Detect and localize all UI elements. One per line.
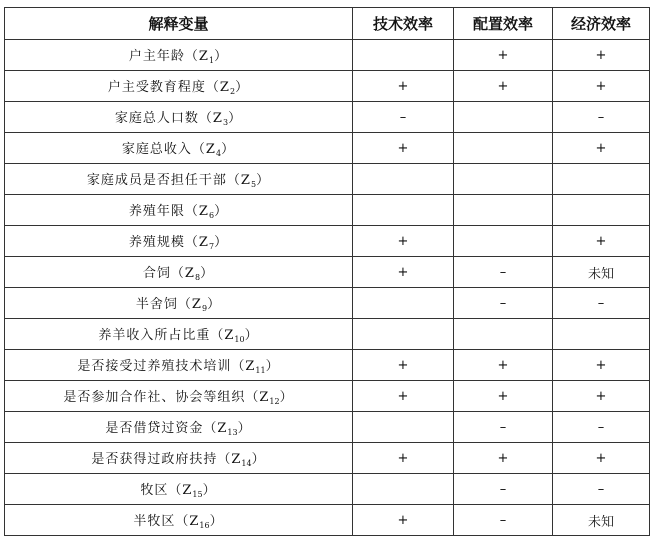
- variable-subscript: 1: [208, 56, 215, 65]
- variable-cell: [5, 195, 353, 226]
- variable-cell: [5, 102, 353, 133]
- variable-close-paren: ）: [251, 452, 266, 467]
- table-row: [5, 474, 650, 505]
- table-row: [5, 412, 650, 443]
- allocative-efficiency-cell: +: [454, 381, 553, 412]
- variable-label: 是否借贷过资金（Z: [105, 421, 228, 436]
- variable-cell: [5, 71, 353, 102]
- technical-efficiency-cell: +: [353, 505, 454, 536]
- variable-subscript: 12: [269, 397, 280, 406]
- allocative-efficiency-cell: +: [454, 350, 553, 381]
- variable-label: 家庭成员是否担任干部（Z: [86, 173, 251, 188]
- variable-subscript: 2: [229, 87, 236, 96]
- table-header: [5, 8, 650, 40]
- variable-label: 家庭总人口数（Z: [114, 111, 223, 126]
- variable-subscript: 8: [194, 273, 201, 282]
- technical-efficiency-cell: +: [353, 381, 454, 412]
- variable-label: 养羊收入所占比重（Z: [98, 328, 235, 343]
- economic-efficiency-cell: –: [553, 102, 650, 133]
- variable-subscript: 3: [222, 118, 229, 127]
- variable-subscript: 5: [250, 180, 257, 189]
- variable-label: 养殖年限（Z: [128, 204, 209, 219]
- variable-subscript: 9: [201, 304, 208, 313]
- variable-cell: [5, 381, 353, 412]
- variable-cell: [5, 412, 353, 443]
- economic-efficiency-cell: [553, 164, 650, 195]
- variable-label: 户主受教育程度（Z: [107, 80, 230, 95]
- technical-efficiency-cell: [353, 319, 454, 350]
- variable-label: 半牧区（Z: [133, 514, 200, 529]
- allocative-efficiency-cell: +: [454, 40, 553, 71]
- technical-efficiency-cell: +: [353, 443, 454, 474]
- variable-subscript: 16: [199, 521, 210, 530]
- allocative-efficiency-cell: –: [454, 257, 553, 288]
- variable-cell: [5, 443, 353, 474]
- variable-close-paren: ）: [265, 359, 280, 374]
- variable-subscript: 4: [215, 149, 222, 158]
- economic-efficiency-cell: 未知: [553, 257, 650, 288]
- variable-label: 户主年龄（Z: [128, 49, 209, 64]
- header-variable: 解释变量: [5, 8, 353, 40]
- header-economic-efficiency: 经济效率: [553, 8, 650, 40]
- economic-efficiency-cell: +: [553, 350, 650, 381]
- table-row: [5, 226, 650, 257]
- economic-efficiency-cell: –: [553, 288, 650, 319]
- variable-cell: [5, 319, 353, 350]
- technical-efficiency-cell: +: [353, 350, 454, 381]
- technical-efficiency-cell: +: [353, 257, 454, 288]
- allocative-efficiency-cell: –: [454, 412, 553, 443]
- economic-efficiency-cell: [553, 195, 650, 226]
- allocative-efficiency-cell: –: [454, 288, 553, 319]
- header-allocative-efficiency: 配置效率: [454, 8, 553, 40]
- variable-label: 牧区（Z: [140, 483, 193, 498]
- technical-efficiency-cell: +: [353, 226, 454, 257]
- technical-efficiency-cell: [353, 474, 454, 505]
- allocative-efficiency-cell: +: [454, 443, 553, 474]
- variable-close-paren: ）: [202, 483, 217, 498]
- results-table-container: [4, 7, 649, 536]
- variable-subscript: 10: [234, 335, 245, 344]
- economic-efficiency-cell: +: [553, 443, 650, 474]
- variable-cell: [5, 350, 353, 381]
- variable-cell: [5, 226, 353, 257]
- variable-label: 家庭总收入（Z: [121, 142, 216, 157]
- variable-close-paren: ）: [209, 514, 224, 529]
- allocative-efficiency-cell: [454, 133, 553, 164]
- economic-efficiency-cell: +: [553, 133, 650, 164]
- variable-label: 半舍饲（Z: [135, 297, 202, 312]
- allocative-efficiency-cell: [454, 319, 553, 350]
- table-row: [5, 257, 650, 288]
- allocative-efficiency-cell: –: [454, 505, 553, 536]
- allocative-efficiency-cell: [454, 195, 553, 226]
- variable-cell: [5, 40, 353, 71]
- variable-label: 是否参加合作社、协会等组织（Z: [63, 390, 270, 405]
- table-row: [5, 133, 650, 164]
- allocative-efficiency-cell: –: [454, 474, 553, 505]
- variable-label: 合饲（Z: [142, 266, 195, 281]
- variable-close-paren: ）: [228, 111, 243, 126]
- variable-subscript: 7: [208, 242, 215, 251]
- variable-label: 养殖规模（Z: [128, 235, 209, 250]
- variable-subscript: 15: [192, 490, 203, 499]
- table-row: [5, 288, 650, 319]
- table-row: [5, 195, 650, 226]
- variable-cell: [5, 257, 353, 288]
- variable-close-paren: ）: [214, 204, 229, 219]
- variable-close-paren: ）: [235, 80, 250, 95]
- variable-cell: [5, 505, 353, 536]
- allocative-efficiency-cell: +: [454, 71, 553, 102]
- technical-efficiency-cell: [353, 412, 454, 443]
- technical-efficiency-cell: [353, 195, 454, 226]
- variable-close-paren: ）: [279, 390, 294, 405]
- header-row: [5, 8, 650, 40]
- technical-efficiency-cell: [353, 288, 454, 319]
- economic-efficiency-cell: –: [553, 412, 650, 443]
- allocative-efficiency-cell: [454, 102, 553, 133]
- table-row: [5, 40, 650, 71]
- table-row: [5, 102, 650, 133]
- variable-cell: [5, 133, 353, 164]
- table-body: [5, 40, 650, 536]
- table-row: [5, 381, 650, 412]
- technical-efficiency-cell: [353, 40, 454, 71]
- variable-close-paren: ）: [200, 266, 215, 281]
- economic-efficiency-cell: +: [553, 71, 650, 102]
- allocative-efficiency-cell: [454, 164, 553, 195]
- variable-cell: [5, 474, 353, 505]
- economic-efficiency-cell: +: [553, 40, 650, 71]
- allocative-efficiency-cell: [454, 226, 553, 257]
- table-row: [5, 319, 650, 350]
- header-technical-efficiency: 技术效率: [353, 8, 454, 40]
- variable-subscript: 13: [227, 428, 238, 437]
- variable-label: 是否接受过养殖技术培训（Z: [77, 359, 256, 374]
- variable-close-paren: ）: [214, 235, 229, 250]
- technical-efficiency-cell: [353, 164, 454, 195]
- economic-efficiency-cell: [553, 319, 650, 350]
- table-row: [5, 505, 650, 536]
- variable-close-paren: ）: [244, 328, 259, 343]
- variable-close-paren: ）: [237, 421, 252, 436]
- variable-close-paren: ）: [221, 142, 236, 157]
- variable-close-paren: ）: [256, 173, 271, 188]
- economic-efficiency-cell: +: [553, 381, 650, 412]
- variable-cell: [5, 164, 353, 195]
- table-row: [5, 350, 650, 381]
- technical-efficiency-cell: +: [353, 71, 454, 102]
- economic-efficiency-cell: –: [553, 474, 650, 505]
- variable-subscript: 6: [208, 211, 215, 220]
- variable-subscript: 14: [241, 459, 252, 468]
- variable-close-paren: ）: [207, 297, 222, 312]
- technical-efficiency-cell: +: [353, 133, 454, 164]
- technical-efficiency-cell: –: [353, 102, 454, 133]
- variable-subscript: 11: [255, 366, 266, 375]
- table-row: [5, 443, 650, 474]
- variable-label: 是否获得过政府扶持（Z: [91, 452, 242, 467]
- variable-close-paren: ）: [214, 49, 229, 64]
- economic-efficiency-cell: +: [553, 226, 650, 257]
- table-row: [5, 164, 650, 195]
- variable-cell: [5, 288, 353, 319]
- table-row: [5, 71, 650, 102]
- results-table: [4, 7, 650, 536]
- economic-efficiency-cell: 未知: [553, 505, 650, 536]
